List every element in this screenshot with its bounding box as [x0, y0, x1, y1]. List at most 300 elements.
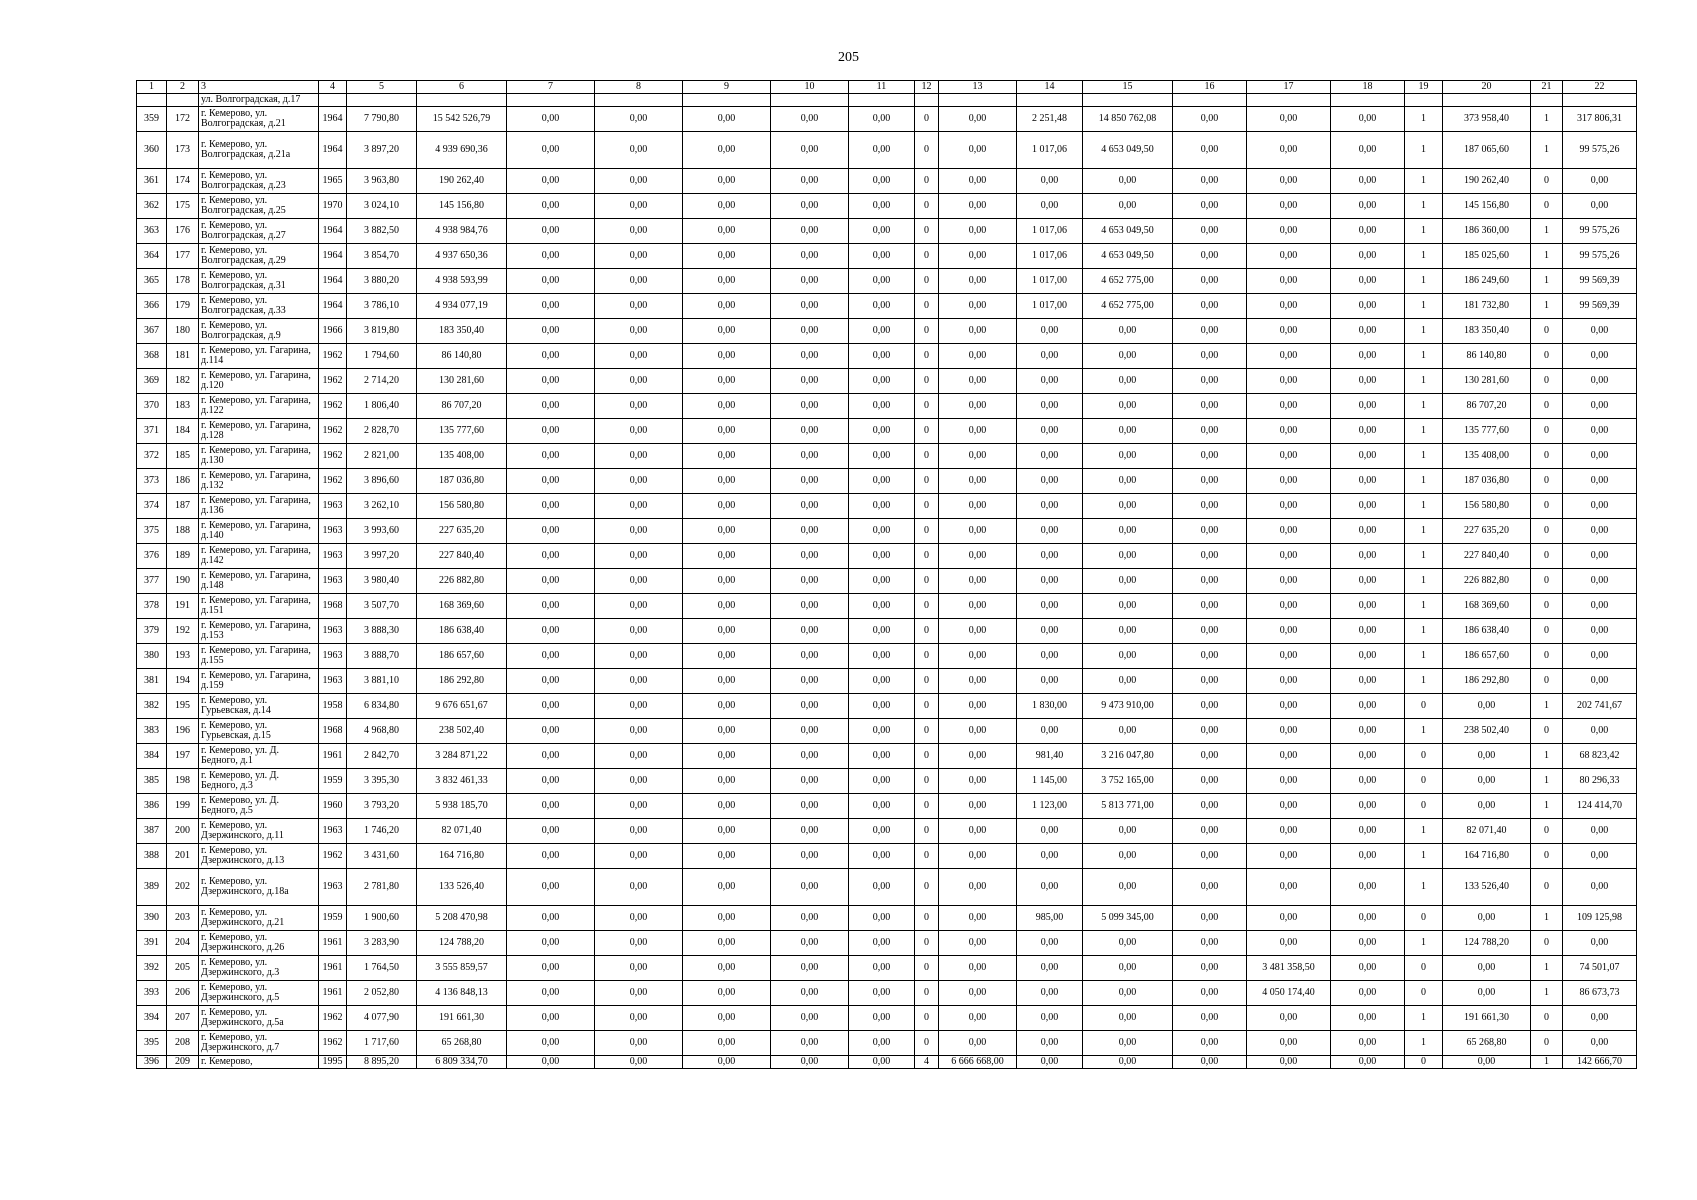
- table-cell-col-1: 377: [137, 569, 167, 594]
- table-cell-col-9: 0,00: [683, 644, 771, 669]
- table-cell-col-13: 0,00: [939, 719, 1017, 744]
- table-cell-col-4: 1962: [319, 369, 347, 394]
- table-cell-col-13: 0,00: [939, 819, 1017, 844]
- table-row: [137, 544, 1637, 569]
- table-cell-col-18: 18: [1331, 81, 1405, 94]
- table-cell-col-8: 0,00: [595, 669, 683, 694]
- table-cell-col-18: 0,00: [1331, 444, 1405, 469]
- table-cell-col-13: 0,00: [939, 132, 1017, 169]
- table-cell-col-6: 4 938 984,76: [417, 219, 507, 244]
- table-cell-col-10: 0,00: [771, 219, 849, 244]
- table-cell-col-19: 1: [1405, 294, 1443, 319]
- table-cell-col-2: 185: [167, 444, 199, 469]
- table-cell-col-6: 226 882,80: [417, 569, 507, 594]
- table-cell-col-13: 0,00: [939, 494, 1017, 519]
- table-cell-col-19: 1: [1405, 469, 1443, 494]
- table-cell-col-13: 0,00: [939, 844, 1017, 869]
- table-cell-col-17: 17: [1247, 81, 1331, 94]
- table-cell-col-18: 0,00: [1331, 669, 1405, 694]
- table-cell-col-20: 133 526,40: [1443, 869, 1531, 906]
- table-cell-col-22: 0,00: [1563, 169, 1637, 194]
- table-cell-col-20: 186 360,00: [1443, 219, 1531, 244]
- table-cell-col-3: г. Кемерово, ул. Гагарина, д.120: [199, 369, 319, 394]
- table-cell-col-9: 0,00: [683, 194, 771, 219]
- table-cell-col-18: 0,00: [1331, 931, 1405, 956]
- table-cell-col-20: [1443, 94, 1531, 107]
- table-cell-col-6: 4 937 650,36: [417, 244, 507, 269]
- table-cell-col-5: 6 834,80: [347, 694, 417, 719]
- table-cell-col-6: 86 140,80: [417, 344, 507, 369]
- table-cell-col-7: 0,00: [507, 569, 595, 594]
- table-cell-col-7: 0,00: [507, 369, 595, 394]
- table-cell-col-6: 6 809 334,70: [417, 1056, 507, 1069]
- table-cell-col-9: 0,00: [683, 469, 771, 494]
- table-cell-col-14: 0,00: [1017, 669, 1083, 694]
- table-cell-col-12: 0: [915, 269, 939, 294]
- table-cell-col-14: 1 017,06: [1017, 132, 1083, 169]
- table-cell-col-20: 181 732,80: [1443, 294, 1531, 319]
- table-cell-col-5: 2 052,80: [347, 981, 417, 1006]
- table-cell-col-20: 156 580,80: [1443, 494, 1531, 519]
- table-cell-col-7: 0,00: [507, 619, 595, 644]
- table-cell-col-2: 179: [167, 294, 199, 319]
- table-cell-col-9: 0,00: [683, 169, 771, 194]
- table-cell-col-2: 194: [167, 669, 199, 694]
- table-cell-col-3: г. Кемерово, ул. Дзержинского, д.5а: [199, 1006, 319, 1031]
- table-cell-col-2: 197: [167, 744, 199, 769]
- table-cell-col-11: 0,00: [849, 619, 915, 644]
- table-cell-col-6: 227 635,20: [417, 519, 507, 544]
- table-cell-col-19: 0: [1405, 956, 1443, 981]
- table-cell-col-7: 0,00: [507, 1056, 595, 1069]
- table-cell-col-15: 3 752 165,00: [1083, 769, 1173, 794]
- table-cell-col-16: 0,00: [1173, 644, 1247, 669]
- table-cell-col-20: 0,00: [1443, 769, 1531, 794]
- table-cell-col-1: 368: [137, 344, 167, 369]
- table-cell-col-12: 0: [915, 669, 939, 694]
- table-cell-col-4: 1958: [319, 694, 347, 719]
- table-cell-col-12: 0: [915, 419, 939, 444]
- table-cell-col-13: 0,00: [939, 669, 1017, 694]
- table-cell-col-20: 135 777,60: [1443, 419, 1531, 444]
- table-cell-col-11: 0,00: [849, 319, 915, 344]
- table-cell-col-2: 202: [167, 869, 199, 906]
- table-cell-col-9: 0,00: [683, 769, 771, 794]
- table-cell-col-2: 184: [167, 419, 199, 444]
- table-cell-col-16: 0,00: [1173, 1006, 1247, 1031]
- table-cell-col-17: 0,00: [1247, 107, 1331, 132]
- table-row: [137, 394, 1637, 419]
- table-cell-col-10: 0,00: [771, 794, 849, 819]
- table-cell-col-1: 371: [137, 419, 167, 444]
- table-cell-col-6: 187 036,80: [417, 469, 507, 494]
- table-cell-col-9: 0,00: [683, 819, 771, 844]
- table-cell-col-10: 0,00: [771, 494, 849, 519]
- table-cell-col-22: 202 741,67: [1563, 694, 1637, 719]
- table-cell-col-17: 0,00: [1247, 244, 1331, 269]
- table-cell-col-12: 0: [915, 169, 939, 194]
- table-cell-col-12: 0: [915, 469, 939, 494]
- table-row: [137, 669, 1637, 694]
- table-cell-col-12: 0: [915, 107, 939, 132]
- table-cell-col-4: 1962: [319, 469, 347, 494]
- table-cell-col-14: 0,00: [1017, 1006, 1083, 1031]
- table-cell-col-11: 0,00: [849, 981, 915, 1006]
- table-cell-col-13: 0,00: [939, 269, 1017, 294]
- table-cell-col-2: [167, 94, 199, 107]
- table-cell-col-10: 0,00: [771, 744, 849, 769]
- table-cell-col-3: г. Кемерово, ул. Волгоградская, д.31: [199, 269, 319, 294]
- table-row: [137, 1031, 1637, 1056]
- table-cell-col-4: 1964: [319, 132, 347, 169]
- table-cell-col-17: 0,00: [1247, 569, 1331, 594]
- table-cell-col-6: 133 526,40: [417, 869, 507, 906]
- table-cell-col-3: г. Кемерово, ул. Гагарина, д.128: [199, 419, 319, 444]
- table-cell-col-21: 1: [1531, 956, 1563, 981]
- table-cell-col-17: 0,00: [1247, 419, 1331, 444]
- table-cell-col-6: 5 938 185,70: [417, 794, 507, 819]
- table-cell-col-18: 0,00: [1331, 906, 1405, 931]
- table-cell-col-15: 9 473 910,00: [1083, 694, 1173, 719]
- table-cell-col-13: 0,00: [939, 1006, 1017, 1031]
- table-cell-col-9: 0,00: [683, 694, 771, 719]
- table-cell-col-12: 0: [915, 244, 939, 269]
- table-cell-col-15: 4 653 049,50: [1083, 244, 1173, 269]
- table-cell-col-8: 0,00: [595, 219, 683, 244]
- table-cell-col-10: 0,00: [771, 244, 849, 269]
- table-cell-col-3: г. Кемерово, ул. Волгоградская, д.27: [199, 219, 319, 244]
- table-cell-col-3: г. Кемерово, ул. Д. Бедного, д.3: [199, 769, 319, 794]
- table-cell-col-8: 0,00: [595, 1056, 683, 1069]
- table-cell-col-10: 0,00: [771, 107, 849, 132]
- table-cell-col-10: 0,00: [771, 694, 849, 719]
- table-cell-col-17: 0,00: [1247, 694, 1331, 719]
- table-cell-col-22: 68 823,42: [1563, 744, 1637, 769]
- table-cell-col-14: 1 017,06: [1017, 219, 1083, 244]
- table-cell-col-3: г. Кемерово, ул. Дзержинского, д.5: [199, 981, 319, 1006]
- table-cell-col-12: 0: [915, 644, 939, 669]
- table-cell-col-13: 0,00: [939, 194, 1017, 219]
- table-cell-col-8: 0,00: [595, 1031, 683, 1056]
- table-cell-col-16: 0,00: [1173, 394, 1247, 419]
- table-cell-col-22: 74 501,07: [1563, 956, 1637, 981]
- table-cell-col-11: 0,00: [849, 294, 915, 319]
- table-cell-col-18: 0,00: [1331, 369, 1405, 394]
- table-cell-col-14: 0,00: [1017, 369, 1083, 394]
- table-cell-col-2: 204: [167, 931, 199, 956]
- table-cell-col-12: 0: [915, 569, 939, 594]
- table-cell-col-9: 0,00: [683, 494, 771, 519]
- table-cell-col-11: 0,00: [849, 544, 915, 569]
- table-cell-col-14: 1 017,06: [1017, 244, 1083, 269]
- table-cell-col-13: 0,00: [939, 794, 1017, 819]
- table-cell-col-1: 365: [137, 269, 167, 294]
- table-cell-col-4: 1961: [319, 931, 347, 956]
- table-cell-col-15: 0,00: [1083, 869, 1173, 906]
- table-cell-col-21: 0: [1531, 819, 1563, 844]
- table-cell-col-10: 10: [771, 81, 849, 94]
- table-cell-col-21: 0: [1531, 844, 1563, 869]
- table-cell-col-1: 366: [137, 294, 167, 319]
- table-cell-col-6: 186 657,60: [417, 644, 507, 669]
- table-cell-col-11: 0,00: [849, 956, 915, 981]
- table-cell-col-22: 0,00: [1563, 469, 1637, 494]
- table-cell-col-20: 0,00: [1443, 1056, 1531, 1069]
- table-cell-col-17: 0,00: [1247, 269, 1331, 294]
- table-cell-col-20: 187 036,80: [1443, 469, 1531, 494]
- table-cell-col-6: 4 939 690,36: [417, 132, 507, 169]
- table-cell-col-22: 22: [1563, 81, 1637, 94]
- table-cell-col-13: 0,00: [939, 169, 1017, 194]
- table-cell-col-19: 1: [1405, 619, 1443, 644]
- table-cell-col-2: 191: [167, 594, 199, 619]
- table-cell-col-22: 0,00: [1563, 319, 1637, 344]
- table-cell-col-8: 0,00: [595, 369, 683, 394]
- table-cell-col-15: 5 099 345,00: [1083, 906, 1173, 931]
- table-cell-col-14: 0,00: [1017, 869, 1083, 906]
- table-cell-col-6: 186 292,80: [417, 669, 507, 694]
- table-cell-col-19: 1: [1405, 569, 1443, 594]
- table-cell-col-5: 2 714,20: [347, 369, 417, 394]
- table-cell-col-9: 0,00: [683, 369, 771, 394]
- table-cell-col-13: 0,00: [939, 694, 1017, 719]
- table-cell-col-7: 0,00: [507, 132, 595, 169]
- table-cell-col-18: 0,00: [1331, 494, 1405, 519]
- table-cell-col-7: 0,00: [507, 719, 595, 744]
- table-row: [137, 194, 1637, 219]
- table-cell-col-5: 2 781,80: [347, 869, 417, 906]
- table-cell-col-8: 0,00: [595, 494, 683, 519]
- table-cell-col-5: 1 764,50: [347, 956, 417, 981]
- table-cell-col-14: 0,00: [1017, 1031, 1083, 1056]
- table-cell-col-3: г. Кемерово, ул. Гагарина, д.148: [199, 569, 319, 594]
- table-cell-col-10: 0,00: [771, 132, 849, 169]
- table-cell-col-1: 361: [137, 169, 167, 194]
- table-cell-col-8: 0,00: [595, 694, 683, 719]
- table-cell-col-13: 0,00: [939, 107, 1017, 132]
- table-cell-col-22: 124 414,70: [1563, 794, 1637, 819]
- table-cell-col-13: 0,00: [939, 1031, 1017, 1056]
- table-cell-col-13: 0,00: [939, 744, 1017, 769]
- table-cell-col-20: 86 707,20: [1443, 394, 1531, 419]
- table-cell-col-22: 0,00: [1563, 369, 1637, 394]
- table-cell-col-22: 0,00: [1563, 1006, 1637, 1031]
- table-cell-col-18: 0,00: [1331, 956, 1405, 981]
- table-body: [137, 81, 1637, 1069]
- table-cell-col-21: 0: [1531, 1031, 1563, 1056]
- table-cell-col-16: 0,00: [1173, 869, 1247, 906]
- table-cell-col-14: 0,00: [1017, 956, 1083, 981]
- table-cell-col-16: 0,00: [1173, 169, 1247, 194]
- table-cell-col-21: 1: [1531, 694, 1563, 719]
- table-cell-col-12: 0: [915, 794, 939, 819]
- table-cell-col-4: 1961: [319, 981, 347, 1006]
- table-cell-col-22: 99 575,26: [1563, 132, 1637, 169]
- table-cell-col-8: 0,00: [595, 956, 683, 981]
- table-cell-col-13: 0,00: [939, 619, 1017, 644]
- table-row: [137, 132, 1637, 169]
- table-cell-col-19: 0: [1405, 1056, 1443, 1069]
- table-cell-col-14: 0,00: [1017, 569, 1083, 594]
- table-cell-col-16: 0,00: [1173, 794, 1247, 819]
- table-cell-col-18: [1331, 94, 1405, 107]
- table-cell-col-21: 1: [1531, 294, 1563, 319]
- table-cell-col-12: 4: [915, 1056, 939, 1069]
- table-cell-col-12: 0: [915, 394, 939, 419]
- table-cell-col-20: 238 502,40: [1443, 719, 1531, 744]
- table-cell-col-20: 164 716,80: [1443, 844, 1531, 869]
- table-cell-col-1: 375: [137, 519, 167, 544]
- table-cell-col-6: 5 208 470,98: [417, 906, 507, 931]
- table-cell-col-17: 0,00: [1247, 931, 1331, 956]
- table-cell-col-1: 376: [137, 544, 167, 569]
- table-cell-col-2: 192: [167, 619, 199, 644]
- table-cell-col-12: 0: [915, 819, 939, 844]
- table-cell-col-17: 0,00: [1247, 619, 1331, 644]
- table-cell-col-8: 0,00: [595, 931, 683, 956]
- table-cell-col-8: 0,00: [595, 594, 683, 619]
- table-cell-col-7: 0,00: [507, 1031, 595, 1056]
- table-cell-col-19: 1: [1405, 169, 1443, 194]
- table-cell-col-22: 99 569,39: [1563, 269, 1637, 294]
- table-row: [137, 794, 1637, 819]
- table-cell-col-5: 3 507,70: [347, 594, 417, 619]
- table-cell-col-18: 0,00: [1331, 469, 1405, 494]
- table-cell-col-9: 0,00: [683, 844, 771, 869]
- table-cell-col-21: 0: [1531, 344, 1563, 369]
- table-cell-col-9: 0,00: [683, 669, 771, 694]
- table-cell-col-12: 0: [915, 444, 939, 469]
- table-cell-col-2: 178: [167, 269, 199, 294]
- table-cell-col-1: 364: [137, 244, 167, 269]
- table-cell-col-18: 0,00: [1331, 294, 1405, 319]
- table-cell-col-12: 0: [915, 981, 939, 1006]
- table-cell-col-7: 0,00: [507, 419, 595, 444]
- table-row: [137, 719, 1637, 744]
- table-cell-col-18: 0,00: [1331, 519, 1405, 544]
- table-cell-col-15: 15: [1083, 81, 1173, 94]
- table-cell-col-4: 1962: [319, 344, 347, 369]
- table-cell-col-18: 0,00: [1331, 419, 1405, 444]
- table-cell-col-21: 0: [1531, 469, 1563, 494]
- table-cell-col-16: 0,00: [1173, 294, 1247, 319]
- table-cell-col-8: 0,00: [595, 869, 683, 906]
- table-cell-col-22: 99 575,26: [1563, 244, 1637, 269]
- table-cell-col-14: 0,00: [1017, 544, 1083, 569]
- table-cell-col-17: 0,00: [1247, 544, 1331, 569]
- table-cell-col-8: 0,00: [595, 819, 683, 844]
- table-cell-col-15: 0,00: [1083, 419, 1173, 444]
- table-cell-col-16: 0,00: [1173, 906, 1247, 931]
- table-cell-col-9: 0,00: [683, 569, 771, 594]
- table-cell-col-16: 0,00: [1173, 669, 1247, 694]
- table-cell-col-22: 142 666,70: [1563, 1056, 1637, 1069]
- table-cell-col-15: 0,00: [1083, 319, 1173, 344]
- table-cell-col-21: 1: [1531, 244, 1563, 269]
- table-cell-col-9: 0,00: [683, 1031, 771, 1056]
- table-cell-col-15: 0,00: [1083, 444, 1173, 469]
- table-cell-col-10: 0,00: [771, 394, 849, 419]
- table-cell-col-19: 1: [1405, 219, 1443, 244]
- table-cell-col-9: 0,00: [683, 219, 771, 244]
- table-cell-col-12: 0: [915, 194, 939, 219]
- table-cell-col-10: 0,00: [771, 981, 849, 1006]
- table-cell-col-6: 65 268,80: [417, 1031, 507, 1056]
- table-cell-col-1: 1: [137, 81, 167, 94]
- table-cell-col-16: 0,00: [1173, 244, 1247, 269]
- table-cell-col-4: 1963: [319, 869, 347, 906]
- table-cell-col-9: 0,00: [683, 544, 771, 569]
- table-cell-col-8: 0,00: [595, 644, 683, 669]
- table-cell-col-1: 395: [137, 1031, 167, 1056]
- table-cell-col-10: 0,00: [771, 931, 849, 956]
- table-cell-col-17: 0,00: [1247, 769, 1331, 794]
- table-cell-col-3: г. Кемерово, ул. Дзержинского, д.13: [199, 844, 319, 869]
- table-cell-col-8: [595, 94, 683, 107]
- table-cell-col-21: 0: [1531, 169, 1563, 194]
- table-cell-col-22: 0,00: [1563, 669, 1637, 694]
- table-cell-col-20: 190 262,40: [1443, 169, 1531, 194]
- table-cell-col-11: 0,00: [849, 344, 915, 369]
- table-cell-col-14: 0,00: [1017, 819, 1083, 844]
- table-cell-col-5: 4 968,80: [347, 719, 417, 744]
- table-cell-col-12: 0: [915, 1006, 939, 1031]
- table-cell-col-7: 0,00: [507, 244, 595, 269]
- table-cell-col-14: 0,00: [1017, 619, 1083, 644]
- table-cell-col-6: 135 408,00: [417, 444, 507, 469]
- table-cell-col-18: 0,00: [1331, 1006, 1405, 1031]
- table-row: [137, 469, 1637, 494]
- table-cell-col-17: 0,00: [1247, 132, 1331, 169]
- table-cell-col-3: г. Кемерово, ул. Дзержинского, д.7: [199, 1031, 319, 1056]
- table-row: [137, 494, 1637, 519]
- table-cell-col-17: 0,00: [1247, 1006, 1331, 1031]
- table-cell-col-13: 0,00: [939, 931, 1017, 956]
- table-cell-col-13: 0,00: [939, 319, 1017, 344]
- table-cell-col-12: 0: [915, 319, 939, 344]
- table-cell-col-12: 0: [915, 694, 939, 719]
- table-cell-col-19: 1: [1405, 319, 1443, 344]
- table-cell-col-5: 3 993,60: [347, 519, 417, 544]
- table-cell-col-10: 0,00: [771, 669, 849, 694]
- table-cell-col-14: 1 830,00: [1017, 694, 1083, 719]
- table-cell-col-12: 0: [915, 369, 939, 394]
- table-cell-col-7: 0,00: [507, 981, 595, 1006]
- table-cell-col-9: 0,00: [683, 394, 771, 419]
- table-cell-col-22: 0,00: [1563, 644, 1637, 669]
- table-cell-col-17: 0,00: [1247, 644, 1331, 669]
- table-cell-col-15: 0,00: [1083, 719, 1173, 744]
- table-cell-col-7: 0,00: [507, 644, 595, 669]
- table-row: [137, 956, 1637, 981]
- table-cell-col-22: 0,00: [1563, 394, 1637, 419]
- table-cell-col-17: 0,00: [1247, 519, 1331, 544]
- table-cell-col-5: 2 842,70: [347, 744, 417, 769]
- table-cell-col-20: 135 408,00: [1443, 444, 1531, 469]
- table-cell-col-20: 191 661,30: [1443, 1006, 1531, 1031]
- table-cell-col-2: 190: [167, 569, 199, 594]
- table-cell-col-16: 0,00: [1173, 981, 1247, 1006]
- table-cell-col-17: 0,00: [1247, 744, 1331, 769]
- table-cell-col-15: 0,00: [1083, 1056, 1173, 1069]
- table-cell-col-8: 0,00: [595, 544, 683, 569]
- table-cell-col-5: 4 077,90: [347, 1006, 417, 1031]
- table-cell-col-16: 0,00: [1173, 819, 1247, 844]
- table-cell-col-11: 0,00: [849, 132, 915, 169]
- table-cell-col-4: 1962: [319, 844, 347, 869]
- table-cell-col-10: 0,00: [771, 594, 849, 619]
- table-cell-col-4: 1968: [319, 594, 347, 619]
